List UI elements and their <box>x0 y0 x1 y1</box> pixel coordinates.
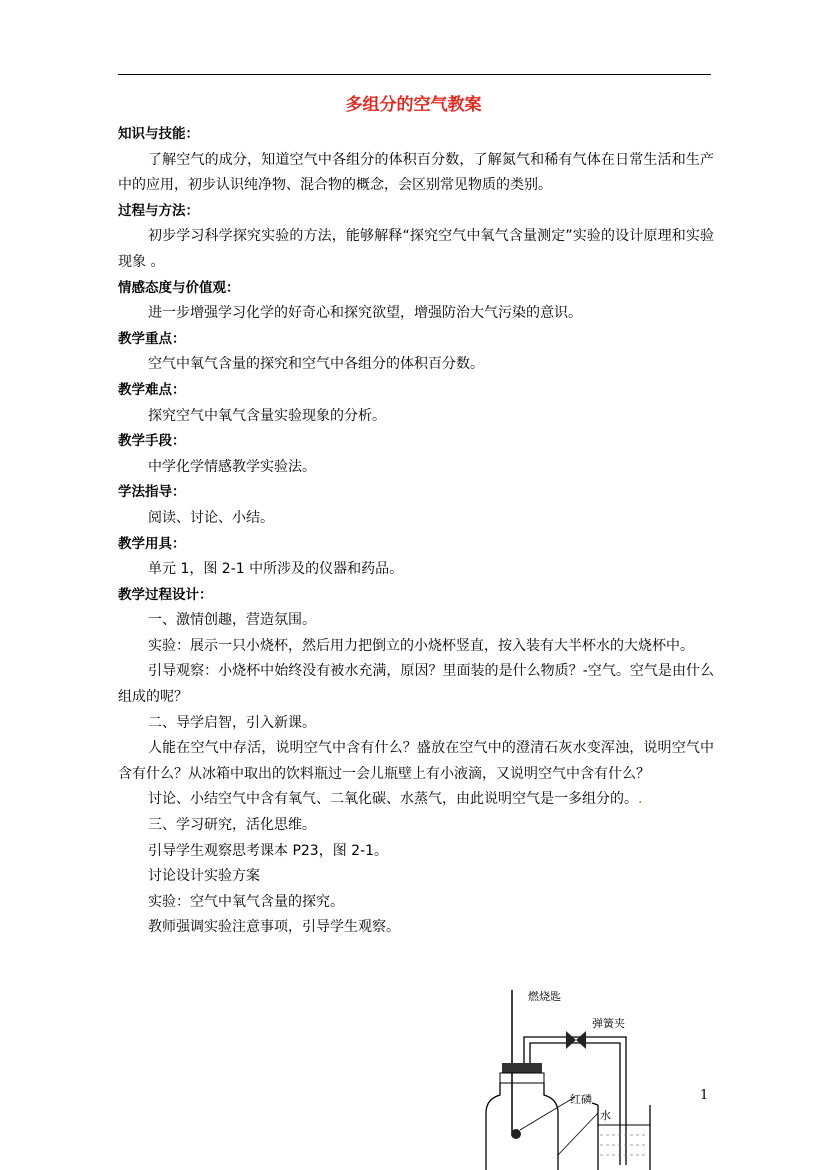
section-paragraph: 了解空气的成分，知道空气中各组分的体积百分数，了解氮气和稀有气体在日常生活和生产中的应用，初步认识纯净物、混合物的概念，会区别常见物质的类别。 <box>118 151 714 194</box>
document-body <box>118 122 714 941</box>
label-red-phosphorus: 红磷 <box>570 1093 592 1106</box>
section-heading-tools: 教学用具： <box>118 535 186 552</box>
section-paragraph: 空气中氧气含量的探究和空气中各组分的体积百分数。 <box>148 356 484 373</box>
section-paragraph: 实验：空气中氧气含量的探究。 <box>148 893 344 910</box>
section-heading-teaching-process: 教学过程设计： <box>118 586 213 603</box>
section-paragraph: 二、导学启智，引入新课。 <box>148 714 316 731</box>
section-paragraph: 三、学习研究，活化思维。 <box>148 817 316 834</box>
section-paragraph: 引导学生观察思考课本 P23，图 2-1。 <box>148 842 389 859</box>
section-paragraph: 阅读、讨论、小结。 <box>148 509 274 526</box>
section-heading-attitude: 情感态度与价值观： <box>118 279 240 296</box>
section-paragraph: 人能在空气中存活，说明空气中含有什么？盛放在空气中的澄清石灰水变浑浊，说明空气中含有什么？从冰箱中取出的饮料瓶过一会儿瓶壁上有小液滴，又说明空气中含有什么？ <box>118 740 714 782</box>
apparatus-drawing <box>480 985 670 1170</box>
section-paragraph: 引导观察：小烧杯中始终没有被水充满，原因？里面装的是什么物质？-空气。空气是由什么组成的呢？ <box>118 663 714 706</box>
header-rule <box>118 74 711 75</box>
document-title: 多组分的空气教案 <box>345 95 482 115</box>
label-spring-clamp: 弹簧夹 <box>592 1017 625 1030</box>
section-heading-key-points: 教学重点： <box>118 330 186 347</box>
section-heading-methods: 教学手段： <box>118 433 186 450</box>
section-paragraph: 一、激情创趣，营造氛围。 <box>148 612 316 629</box>
section-paragraph: 中学化学情感教学实验法。 <box>148 458 316 475</box>
page-number: 1 <box>700 1088 709 1103</box>
trailing-mark: . <box>638 791 643 808</box>
label-water: 水 <box>600 1109 611 1122</box>
section-paragraph: 初步学习科学探究实验的方法，能够解释“探究空气中氧气含量测定”实验的设计原理和实验现象 。 <box>118 228 714 270</box>
section-paragraph: 探究空气中氧气含量实验现象的分析。 <box>148 407 386 424</box>
section-paragraph: 进一步增强学习化学的好奇心和探究欲望，增强防治大气污染的意识。 <box>148 305 582 322</box>
paragraph-text: 讨论、小结空气中含有氧气、二氧化碳、水蒸气，由此说明空气是一多组分的。 <box>148 791 638 808</box>
section-paragraph <box>118 787 714 813</box>
section-heading-study-guide: 学法指导： <box>118 484 186 501</box>
section-heading-knowledge: 知识与技能： <box>118 126 199 142</box>
section-paragraph: 讨论设计实验方案 <box>148 868 260 885</box>
section-paragraph: 教师强调实验注意事项，引导学生观察。 <box>148 919 400 936</box>
experiment-apparatus-figure <box>480 985 670 1170</box>
section-heading-difficulties: 教学难点： <box>118 381 186 398</box>
label-burning-spoon: 燃烧匙 <box>528 990 561 1003</box>
section-paragraph: 实验：展示一只小烧杯，然后用力把倒立的小烧杯竖直，按入装有大半杯水的大烧杯中。 <box>148 637 694 654</box>
section-heading-process: 过程与方法： <box>118 202 199 219</box>
section-paragraph: 单元 1，图 2-1 中所涉及的仪器和药品。 <box>148 561 404 578</box>
